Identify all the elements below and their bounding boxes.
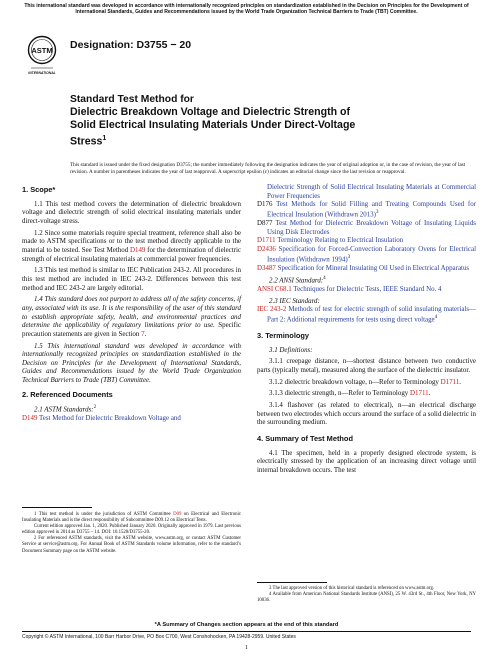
astm-logo-icon bbox=[27, 33, 57, 83]
section-1-heading: 1. Scope* bbox=[22, 185, 56, 194]
title-line-4 bbox=[70, 132, 470, 149]
section-3-heading: 3. Terminology bbox=[257, 331, 310, 341]
ref-d149-code[interactable]: D149 bbox=[22, 414, 38, 423]
astm-logo bbox=[27, 33, 57, 83]
summary-of-changes-note: *A Summary of Changes section appears at the end of this standard bbox=[154, 622, 339, 628]
footnote-1 bbox=[22, 512, 241, 524]
issued-note: This standard is issued under the fixed designation D3755; the number immediately following the designation indicates the year of original adoption or, in the case of revision, the year of last revision. A number in parentheses indicates the year of last reapproval. A superscript epsilon (ε) indicates an editorial change since the last revision or reapproval. bbox=[70, 162, 466, 175]
para-3-1 bbox=[257, 346, 476, 355]
ref-title[interactable]: Specification for Mineral Insulating Oil Used in Electrical Apparatus bbox=[275, 263, 470, 272]
para-2-1-text: 2.1 ASTM Standards: bbox=[34, 405, 94, 414]
title-line-1: Standard Test Method for bbox=[70, 94, 194, 105]
para-3-1-2: 3.1.2 dielectric breakdown voltage, n—Refer to Terminology D1711. bbox=[269, 377, 461, 386]
ref-d149-title[interactable]: Test Method for Dielectric Breakdown Voltage and bbox=[37, 414, 181, 423]
ref-title[interactable]: Test Methods for Solid Filling and Treating Compounds Used for Electrical Insulation (Withdrawn 2013) bbox=[267, 200, 476, 219]
para-4-1: 4.1 The specimen, held in a properly designed electrode system, is electrically stressed by the application of an increasing direct voltage until internal breakdown occurs. The test bbox=[257, 448, 476, 474]
ref-item[interactable] bbox=[257, 200, 476, 219]
ref-title[interactable]: Specification for Forced-Convection Laboratory Ovens for Electrical Insulation (Withdrawn 1994) bbox=[267, 244, 476, 263]
title-line-2: Dielectric Breakdown Voltage and Dielectric Strength of bbox=[70, 106, 351, 118]
footnote-mark-4b: 4 bbox=[434, 315, 438, 321]
ref-footnote-mark: 3 bbox=[347, 254, 351, 260]
ref-iec-code[interactable]: IEC 243-2 bbox=[257, 305, 287, 314]
ref-ansi[interactable] bbox=[257, 285, 476, 294]
para-3-1-3-text: 3.1.3 dielectric strength, n—Refer to Terminology bbox=[269, 389, 410, 398]
link-d1711-a[interactable]: D1711 bbox=[440, 377, 460, 386]
svg-text:ASTM: ASTM bbox=[31, 46, 53, 55]
para-1-4-end: . bbox=[144, 329, 147, 338]
footnote-1-edition: Current edition approved Jan. 1, 2020. Published January 2020. Originally approved in 1979. Last previous edition approved in 2014 as D3755 – 14. DOI: 10.1520/D3755-20. bbox=[22, 524, 241, 536]
ref-d149[interactable] bbox=[22, 414, 241, 423]
svg-text:INTERNATIONAL: INTERNATIONAL bbox=[28, 71, 56, 75]
title-line-3: Solid Electrical Insulating Materials Under Direct-Voltage bbox=[70, 119, 356, 132]
footer-rule bbox=[22, 631, 471, 632]
link-section-7[interactable]: 7 bbox=[141, 329, 145, 338]
ref-iec[interactable] bbox=[257, 305, 476, 324]
para-3-1-text: 3.1 Definitions: bbox=[269, 345, 313, 354]
para-1-5 bbox=[22, 342, 241, 385]
ref-item[interactable] bbox=[257, 219, 476, 236]
footnote-mark-2: 2 bbox=[93, 405, 97, 411]
para-1-4-text: Specific precaution statements are given in Section bbox=[22, 321, 241, 338]
para-3-1-4: 3.1.4 flashover (as related to electrical), n—an electrical discharge between two electrodes which occurs around the surface of a solid dielectric in the surrounding medium. bbox=[257, 401, 476, 427]
copyright-line: Copyright © ASTM International, 100 Barr Harbor Drive, PO Box C700, West Conshohocken, PA 19428-2959. United States bbox=[22, 634, 296, 640]
designation: Designation: D3755 − 20 bbox=[70, 39, 192, 51]
ref-item[interactable] bbox=[257, 236, 476, 245]
footnote-3: 3 The last approved version of this historical standard is referenced on www.astm.org. bbox=[269, 586, 435, 591]
para-3-1-2-text: 3.1.2 dielectric breakdown voltage, n—Refer to Terminology bbox=[269, 377, 441, 386]
para-1-2 bbox=[22, 229, 241, 264]
para-2-1 bbox=[22, 404, 241, 414]
link-d149[interactable]: D149 bbox=[129, 245, 146, 254]
ref-d149-continued[interactable]: Dielectric Strength of Solid Electrical Insulating Materials at Commercial Power Frequencies bbox=[267, 183, 476, 200]
ref-item[interactable] bbox=[257, 245, 476, 264]
footnote-2: 2 For referenced ASTM standards, visit the ASTM website, www.astm.org, or contact ASTM Customer Service at service@astm.org. For Annual Book of ASTM Standards volume information, refer to the standard’s Document Summary page on the ASTM website. bbox=[22, 536, 241, 554]
right-column bbox=[257, 183, 476, 475]
para-1-4 bbox=[22, 295, 241, 338]
footnote-1-text-b: on Electrical and Electronic Insulating Materials and is the direct responsibility of Subcommittee D09.12 on Electrical Tests. bbox=[22, 512, 242, 524]
ref-title[interactable]: Terminology Relating to Electrical Insulation bbox=[275, 236, 404, 245]
para-2-3 bbox=[257, 297, 476, 306]
section-4-heading: 4. Summary of Test Method bbox=[257, 434, 353, 443]
astm-reference-list bbox=[257, 200, 476, 272]
para-2-2-text: 2.2 ANSI Standard: bbox=[269, 276, 324, 285]
ref-code[interactable]: D176 bbox=[257, 200, 273, 209]
ref-ansi-title[interactable]: Techniques for Dielectric Tests, IEEE Standard No. 4 bbox=[291, 285, 442, 294]
ref-iec-title[interactable]: Methods of test for electric strength of solid insulating materials—Part 2: Additional requirements for tests using direct voltage bbox=[267, 305, 476, 324]
section-2-heading: 2. Referenced Documents bbox=[22, 389, 113, 399]
para-2-3-text: 2.3 IEC Standard: bbox=[269, 296, 320, 305]
footnote-mark-4a: 4 bbox=[323, 276, 326, 282]
para-3-1-1: 3.1.1 creepage distance, n—shortest distance between two conductive parts (typically metal), measured along the surface of the dielectric insulator. bbox=[257, 357, 476, 375]
ref-code[interactable]: D3487 bbox=[257, 263, 276, 272]
para-1-2-text-b: for the determination of dielectric strength of electrical insulating materials at commercial power frequencies. bbox=[22, 245, 241, 263]
title-footnote-mark: 1 bbox=[102, 135, 107, 143]
link-committee-d09[interactable]: D09 bbox=[173, 512, 182, 517]
para-1-2-text-a: 1.2 Since some materials require special treatment, reference shall also be made to ASTM specifications or to the test method directly applicable to the material to be tested. See Test Method bbox=[22, 228, 241, 254]
para-1-3: 1.3 This test method is similar to IEC Publication 243-2. All procedures in this test method are included in IEC 243-2. Differences between this test method and IEC 243-2 are largely editorial. bbox=[22, 266, 241, 292]
title-line-4-text: Stress bbox=[70, 135, 103, 148]
para-1-5-italic: 1.5 This international standard was developed in accordance with internationally recognized principles on standardization established in the Decision on Principles for the Development of International Standards, Guides and Recommendations issued by the World Trade Organization Technical Barriers to Trade (TBT) Committee. bbox=[22, 341, 241, 385]
ref-code[interactable]: D1711 bbox=[257, 236, 276, 245]
ref-ansi-code[interactable]: ANSI C68.1 bbox=[257, 285, 292, 294]
footnote-4: 4 Available from American National Standards Institute (ANSI), 25 W. 43rd St., 4th Floor, New York, NY 10036. bbox=[257, 592, 476, 604]
ref-code[interactable]: D877 bbox=[257, 218, 273, 227]
document-title bbox=[70, 93, 470, 149]
para-1-1: 1.1 This test method covers the determination of dielectric breakdown voltage and dielectric strength of solid electrical insulating materials under direct-voltage stress. bbox=[22, 199, 241, 225]
top-notice: This international standard was developed in accordance with internationally recognized principles on standardization established in the Decision on Principles for the Development of International Standards, Guides and Recommendations issued by the World Trade Organization Technical Barriers to Trade (TBT) Committee. bbox=[24, 3, 469, 16]
ref-title[interactable]: Test Method for Dielectric Breakdown Voltage of Insulating Liquids Using Disk Electrodes bbox=[267, 218, 476, 236]
para-2-2 bbox=[257, 275, 476, 285]
para-1-4-italic: 1.4 This standard does not purport to address all of the safety concerns, if any, associated with its use. It is the responsibility of the user of this standard to establish appropriate safety, health, and environmental practices and determine the applicability of regulatory limitations prior to use. bbox=[22, 295, 241, 330]
ref-item[interactable] bbox=[257, 264, 476, 273]
page-number: 1 bbox=[245, 645, 248, 651]
ref-code[interactable]: D2436 bbox=[257, 244, 276, 253]
right-footnotes bbox=[257, 582, 476, 604]
footnote-1-text-a: 1 This test method is under the jurisdiction of ASTM Committee bbox=[34, 512, 174, 517]
left-footnotes bbox=[22, 507, 241, 555]
ref-footnote-mark: 3 bbox=[375, 209, 379, 215]
link-d1711-b[interactable]: D1711 bbox=[410, 389, 429, 398]
left-column bbox=[22, 186, 241, 423]
para-3-1-3: 3.1.3 dielectric strength, n—Refer to Terminology D1711. bbox=[269, 389, 431, 398]
